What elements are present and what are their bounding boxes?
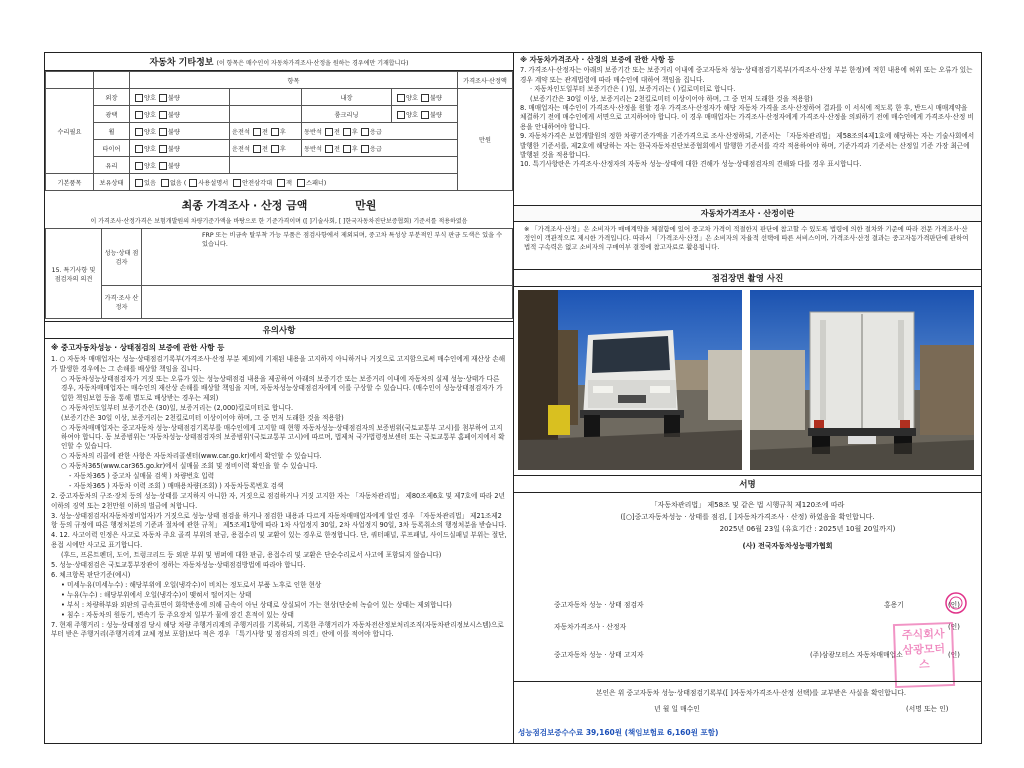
tire-spare-text: 응급 (369, 145, 382, 153)
special-inspector-text: FRP 또는 비금속 탈부착 가능 부품은 점검사항에서 제외되며, 중고차 특성상 부분적인 부식 판금 도색은 있을 수 있습니다. (142, 229, 513, 286)
row-exterior-label: 외장 (94, 89, 130, 106)
wheel-spare-text: 응급 (369, 128, 382, 136)
basic-has-checkbox[interactable] (135, 179, 143, 187)
note-1b: ○ 자동차성능상태점검자가 거짓 또는 오류가 있는 성능상태점검 내용을 제공하여 아래의 보증기간 또는 보증거리 이내에 자동차의 실제 성능·상태가 다른 경우, 자동차매매업자는 매수인의 재산상 손해를 배상할 책임을 지며, 자동차성능상태점검자에게 이를 구상할 수 있습니다. (매수인이 성능상태점검자가 가입한 책임보험 등을 통해 별도로 배상받는 경우는 제외) (61, 374, 503, 402)
note-6: 6. 체크항목 판단기준(예시) (51, 570, 131, 579)
note-1e: ○ 자동차매매업자는 중고자동차 성능·상태점검기록부를 매수인에게 고지할 때 현행 자동차성능·상태점검자의 보증범위(국토교통부 고시)를 첨부하여 고지하여야 합니다. 동 보증범위는 '자동차성능·상태점검자의 보증범위'(국토교통부 고시)에 따르며, 법제처 국가법령정보센터 또는 국토교통부 홈페이지에서 확인할 수 있습니다. (61, 423, 505, 451)
wheel-pass-rear-checkbox[interactable] (343, 128, 351, 136)
special-appraiser-text (142, 286, 513, 319)
basic-triangle-text: 안전삼각대 (242, 179, 273, 187)
note-6b: • 누유(누수) : 해당부위에서 오일(냉각수)이 맺혀서 떨어지는 상태 (61, 590, 252, 599)
wheel-bad-checkbox[interactable] (159, 128, 167, 136)
tire-pass-front-checkbox[interactable] (325, 145, 333, 153)
basic-spanner-text: 스패너 (305, 179, 324, 187)
basic-jack-text: 잭 (286, 179, 292, 187)
tire-front-checkbox[interactable] (253, 145, 261, 153)
gloss-good-checkbox[interactable] (135, 111, 143, 119)
tire-pass-front-text: 전 (333, 145, 340, 153)
receipt-signature: (서명 또는 인) (906, 705, 949, 713)
price-definition-title: 자동차가격조사 · 산정이란 (514, 205, 981, 222)
unit-label: 만원 (458, 89, 513, 191)
special-inspector-label: 성능·상태 점검자 (102, 229, 142, 286)
interior-good-checkbox[interactable] (397, 94, 405, 102)
other-info-title-text: 자동차 기타정보 (149, 58, 214, 68)
basic-items-label: 기본품목 (46, 174, 94, 191)
wheel-spare-checkbox[interactable] (361, 128, 369, 136)
glass-bad-text: 불량 (167, 162, 180, 170)
special-notes-table (45, 228, 513, 319)
wheel-driver-label: 운전석 (232, 128, 250, 136)
wheel-good-text: 양호 (144, 128, 156, 136)
row-gloss-label: 광택 (94, 106, 130, 123)
rear-truck-photo (750, 290, 974, 470)
wheel-pass-front-text: 전 (333, 128, 340, 136)
association-name: (사) 전국자동차성능평가협회 (742, 542, 833, 550)
tire-pass-rear-text: 후 (351, 145, 358, 153)
final-price (45, 191, 513, 216)
notes-title: 유의사항 (45, 321, 513, 339)
appraiser-seal: (인) (948, 623, 960, 631)
note-1g: ○ 자동차365(www.car365.go.kr)에서 실매물 조회 및 정비이력 확인을 할 수 있습니다. (61, 462, 318, 471)
inspector-label: 중고자동차 성능 · 상태 점검자 (554, 601, 644, 609)
exterior-bad-checkbox[interactable] (159, 94, 167, 102)
row-glass-label: 유리 (94, 157, 130, 174)
basic-none-checkbox[interactable] (161, 179, 169, 187)
receipt-divider (514, 681, 981, 682)
cleaning-bad-text: 불량 (429, 111, 442, 119)
wheel-bad-text: 불량 (167, 128, 180, 136)
tire-bad-text: 불량 (167, 145, 180, 153)
price-guarantee-notes (514, 53, 981, 205)
repair-label: 수리필요 (46, 89, 94, 174)
glass-good-checkbox[interactable] (135, 162, 143, 170)
tire-passenger-label: 동반석 (304, 145, 322, 153)
tire-front-text: 전 (261, 145, 268, 153)
price-note-7a: · 자동차인도일부터 보증기간은 ( )일, 보증거리는 ( )킬로미터로 합니다. (530, 85, 736, 94)
receipt-text: 본인은 위 중고자동차 성능·상태점검기록부([ ]자동차가격조사·산정 선택)를 교부받은 사실을 확인합니다. (595, 689, 907, 697)
tire-rear-checkbox[interactable] (271, 145, 279, 153)
sign-line-2: ([○]중고자동차성능 · 상태를 점검, [ ]자동차가격조사 · 산정) 하였음을 확인합니다. (620, 513, 875, 521)
note-1: 1. ○ 자동차 매매업자는 성능·상태점검기록부(가격조사·산정 부분 제외)에 기재된 내용을 고지하지 아니하거나 거짓으로 고지함으로써 매수인에게 재산상 손해가 발생한 경우에는 그 손해를 배상할 책임을 집니다. (51, 355, 506, 373)
cleaning-good-text: 양호 (406, 111, 418, 119)
basic-manual-checkbox[interactable] (189, 179, 197, 187)
photo-section (514, 287, 981, 476)
tire-driver (230, 140, 302, 157)
row-wheel-label: 휠 (94, 123, 130, 140)
wheel-rear-text: 후 (279, 128, 286, 136)
note-6a: • 미세누유(미세누수) : 해당부위에 오일(냉각수)이 비치는 정도로서 부품 노후로 인한 현상 (61, 580, 322, 589)
price-note-9: 9. 자동차가격은 보험개발원의 정한 차량기준가액을 기준가격으로 조사·산정하되, 기준서는 「자동차관리법」 제58조의4제1호에 해당하는 자는 기술사회에서 발행한 기준서를, 제2호에 해당하는 자는 한국자동차진단보증협회에서 발행한 기준서를 각각 적용하여야 하며, 기준가격과 기준서는 산정일 기준 가장 최근에 발행된 것을 적용합니다. (520, 132, 975, 160)
appraiser-label: 자동차가격조사 · 산정자 (554, 623, 627, 631)
final-price-note: 이 가격조사·산정가격은 보험개발원의 차량기준가액을 바탕으로 한 기준가격이며 ([ ]기술사회, [ ]한국자동차진단보증협회) 기준서를 적용하였음 (90, 218, 468, 225)
notes-body (45, 339, 513, 639)
tire-bad-checkbox[interactable] (159, 145, 167, 153)
note-1d: (보증기간은 30일 이상, 보증거리는 2천킬로미터 이상이어야 하며, 그 중 먼저 도래한 것을 적용함) (61, 413, 344, 422)
basic-jack-checkbox[interactable] (277, 179, 285, 187)
signature-block (514, 493, 981, 552)
row-tire-label: 타이어 (94, 140, 130, 157)
note-1c: ○ 자동차인도일부터 보증기간은 (30)일, 보증거리는 (2,000)킬로미터로 합니다. (61, 403, 294, 412)
row-interior-label: 내장 (302, 89, 392, 106)
note-6d: • 침수 : 자동차의 원동기, 변속기 등 주요장치 일부가 물에 잠긴 흔적이 있는 상태 (61, 610, 294, 619)
tire-good-checkbox[interactable] (135, 145, 143, 153)
note-4b: (후드, 프론트펜더, 도어, 트렁크리드 등 외판 부위 및 범퍼에 대한 판금, 용접수리 및 교환은 단순수리로서 사고에 포함되지 않습니다) (61, 550, 442, 559)
inspector-stamp-icon (944, 591, 968, 615)
other-info-title-note: (이 항목은 매수인이 자동차가격조사·산정을 원하는 경우에만 기재합니다) (216, 60, 409, 67)
sign-date: 2025년 06월 23일 (유효기간 : 2025년 10월 20일까지) (719, 525, 896, 533)
wheel-driver (230, 123, 302, 140)
gloss-bad-text: 불량 (167, 111, 180, 119)
tire-passenger (302, 140, 458, 157)
exterior-good-checkbox[interactable] (135, 94, 143, 102)
note-6c: • 부식 : 차량하부와 외판의 금속표면이 화학반응에 의해 금속이 아닌 상태로 상실되어 가는 현상(단순히 녹슬어 있는 상태는 제외합니다) (61, 600, 452, 609)
wheel-pass-rear-text: 후 (351, 128, 358, 136)
item-header: 항목 (130, 72, 458, 89)
cleaning-good-checkbox[interactable] (397, 111, 405, 119)
tire-pass-rear-checkbox[interactable] (343, 145, 351, 153)
price-header: 가격조사·산정액 (458, 72, 513, 89)
note-4: 4. 12. 사고이력 인정은 사고로 자동차 주요 골격 부위의 판금, 용접수리 및 교환이 있는 경우로 한정합니다. 단, 쿼터패널, 루프패널, 사이드실패널 부위는 절단, 용접 시에만 사고로 표기합니다. (51, 531, 507, 549)
inspection-fee: 성능점검보증수수료 39,160원 (책임보험료 6,160원 포함) (518, 728, 719, 737)
wheel-good-checkbox[interactable] (135, 128, 143, 136)
basic-status-label: 보유상태 (94, 174, 130, 191)
glass-bad-checkbox[interactable] (159, 162, 167, 170)
tire-good-text: 양호 (144, 145, 156, 153)
other-info-table (45, 71, 513, 191)
final-price-label: 최종 가격조사 · 산정 금액 (181, 199, 308, 212)
price-note-8: 8. 매매업자는 매수인이 가격조사·산정을 원할 경우 가격조사·산정자가 해당 자동차 가격을 조사·산정하여 결과를 이 서식에 적도록 한 후, 반드시 매매계약을 체결하기 전에 매수인에게 서면으로 고지하여야 합니다. 이 경우 매매업자는 가격조사·산정자에게 가격조사·산정을 의뢰하기 전에 매수인에게 가격조사·산정 비용을 안내하여야 합니다. (520, 104, 974, 131)
inspector-seal: (인) (948, 601, 960, 609)
exterior-bad-text: 불량 (167, 94, 180, 102)
gloss-bad-checkbox[interactable] (159, 111, 167, 119)
basic-triangle-checkbox[interactable] (233, 179, 241, 187)
wheel-passenger-label: 동반석 (304, 128, 322, 136)
basic-manual-text: 사용설명서 (198, 179, 229, 187)
row-cleaning-label: 룸크리닝 (302, 106, 392, 123)
note-1h: - 자동차365 ) 중고차 실매물 검색 ) 차량번호 입력 (69, 472, 215, 481)
special-appraiser-label: 가격·조사 산정자 (102, 286, 142, 319)
note-7: 7. 현재 주행거리 : 성능·상태점검 당시 해당 차량 주행거리계의 주행거리를 기록하되, 기록한 주행거리가 자동차전산정보처리조직(자동차관리정보시스템)으로부터 받은 주행거리(주행거리계 교체 정보 포함)보다 적은 경우 「특기사항 및 점검자의 의견」란에 이를 적어야 합니다. (51, 620, 504, 639)
price-note-10: 10. 특기사항란은 가격조사·산정자의 자동차 성능·상태에 대한 견해가 성능·상태점검자의 견해와 다를 경우 표시합니다. (520, 160, 862, 169)
final-price-unit: 만원 (355, 199, 377, 212)
interior-good-text: 양호 (406, 94, 418, 102)
inspector-name: 홍용기 (884, 601, 904, 609)
wheel-passenger (302, 123, 458, 140)
basic-items-options: 있음 없음 ( 사용설명서 안전삼각대 잭 스패너) (130, 174, 458, 191)
wheel-rear-checkbox[interactable] (271, 128, 279, 136)
signature-title: 서명 (514, 476, 981, 493)
price-definition-text: ※ 「가격조사·산정」은 소비자가 매매계약을 체결함에 있어 중고차 가격이 적절한지 판단에 참고할 수 있도록 법령에 의한 절차와 기준에 따라 전문 가격조사·산정인이 객관적으로 제시한 가격입니다. 따라서 「가격조사·산정」은 소비자의 자율적 선택에 따른 서비스이며, 가격조사·산정 결과는 중고자동가격판단에 관하여 법적 구속력은 없고 소비자의 구매여부 결정에 참고자료로 활용됩니다. (524, 225, 969, 251)
price-note-7b: (보증기간은 30일 이상, 보증거리는 2천킬로미터 이상이어야 하며, 그 중 먼저 도래한 것을 적용함) (530, 94, 813, 103)
right-column (514, 53, 981, 743)
inspection-form (44, 52, 982, 744)
note-1i: - 자동차365 ) 자동차 이력 조회 ) 매매용차량(조회) ) 자동차등록번호 검색 (69, 482, 284, 491)
wheel-pass-front-checkbox[interactable] (325, 128, 333, 136)
tire-spare-checkbox[interactable] (361, 145, 369, 153)
front-truck-photo (518, 290, 742, 470)
other-info-title (45, 53, 513, 71)
rear-photo (750, 290, 974, 470)
basic-has-text: 있음 (144, 179, 156, 187)
notifier-label: 중고자동차 성능 · 상태 고지자 (554, 651, 644, 659)
notifier-name: (주)삼광모터스 자동차매매업소 (810, 651, 903, 659)
notes-heading: ※ 중고자동차성능 · 상태점검의 보증에 관한 사항 등 (51, 343, 225, 352)
wheel-front-checkbox[interactable] (253, 128, 261, 136)
wheel-front-text: 전 (261, 128, 268, 136)
receipt-date: 년 월 일 매수인 (654, 705, 700, 713)
basic-spanner-checkbox[interactable] (297, 179, 305, 187)
special-notes-label: 15. 특기사항 및 점검자의 의견 (46, 229, 102, 319)
cleaning-bad-checkbox[interactable] (421, 111, 429, 119)
price-note-7: 7. 가격조사·산정자는 아래의 보증기간 또는 보증거리 이내에 중고자동차 성능·상태점검기록부(가격조사·산정 부분 한정)에 적힌 내용에 허위 또는 오류가 있는 경우 계약 또는 관계법령에 따라 매수인에 대하여 책임을 집니다. (520, 66, 973, 84)
price-guarantee-heading: ※ 자동차가격조사 · 산정의 보증에 관한 사항 등 (520, 55, 675, 64)
glass-good-text: 양호 (144, 162, 156, 170)
tire-rear-text: 후 (279, 145, 286, 153)
company-stamp-icon: 주식회사 삼광모터스 (893, 622, 955, 688)
tire-driver-label: 운전석 (232, 145, 250, 153)
gloss-good-text: 양호 (144, 111, 156, 119)
sign-line-1: 「자동차관리법」 제58조 및 같은 법 시행규칙 제120조에 따라 (650, 501, 845, 509)
exterior-good-text: 양호 (144, 94, 156, 102)
front-photo (518, 290, 742, 470)
basic-none-text: 없음 (169, 179, 182, 187)
interior-bad-text: 불량 (429, 94, 442, 102)
note-1f: ○ 자동차의 리콜에 관한 사항은 자동차리콜센터(www.car.go.kr)에서 확인할 수 있습니다. (61, 452, 322, 461)
notifier-seal: (인) (948, 651, 960, 659)
note-2: 2. 중고자동차의 구조·장치 등의 성능·상태를 고지하지 아니한 자, 거짓으로 점검하거나 거짓 고지한 자는 「자동차관리법」 제80조제6호 및 제7호에 따라 2년 이하의 징역 또는 2천만원 이하의 벌금에 처합니다. (51, 492, 505, 510)
photo-section-title: 점검장면 촬영 사진 (514, 269, 981, 287)
interior-bad-checkbox[interactable] (421, 94, 429, 102)
note-5: 5. 성능·상태점검은 국토교통부장관이 정하는 자동차성능·상태점검방법에 따라야 합니다. (51, 560, 306, 569)
left-column (45, 53, 514, 743)
note-3: 3. 성능·상태점검자(자동차정비업자)가 거짓으로 성능·상태 점검을 하거나 점검한 내용과 다르게 자동차매매업자에게 알린 경우 「자동차관리법」 제21조제2항 등의 규정에 따른 행정처분의 기준과 절차에 관한 규칙」 제5조제1항에 따라 1차 사업정지 30일, 2차 사업정지 90일, 3차 등록취소의 행정처분을 받습니다. (51, 511, 507, 530)
